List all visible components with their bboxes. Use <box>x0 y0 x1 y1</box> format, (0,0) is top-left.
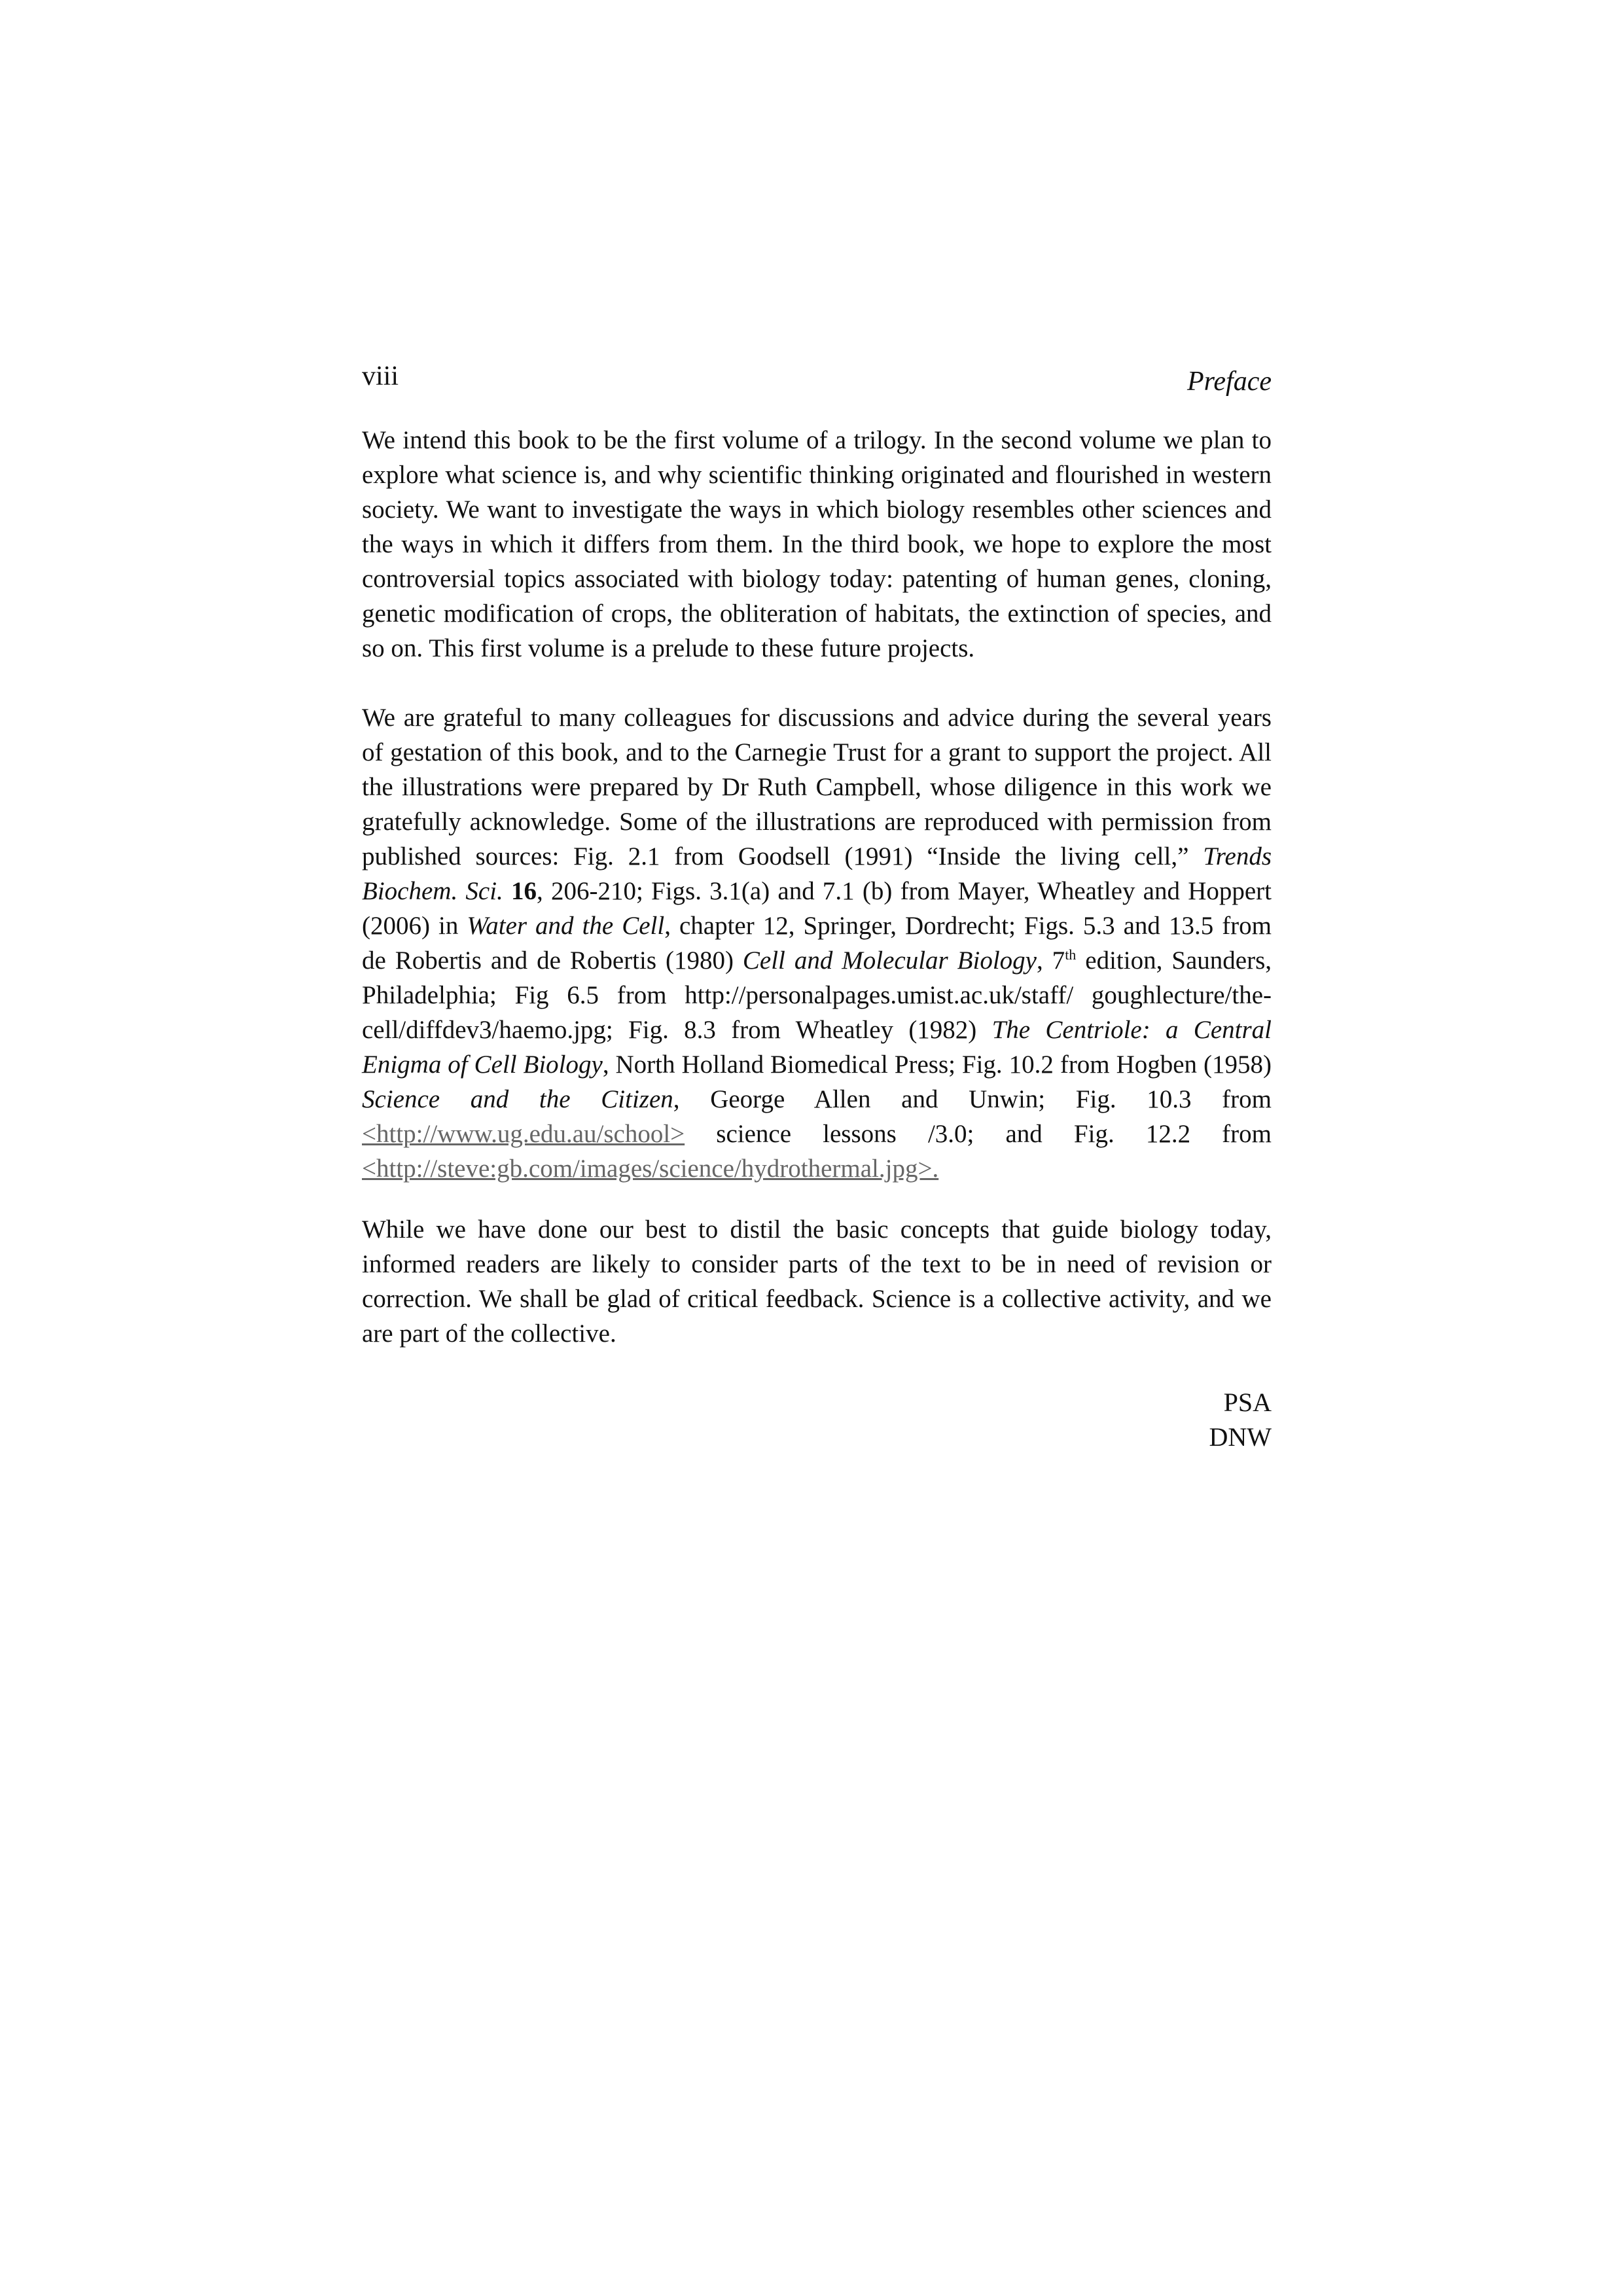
ack-text <box>503 877 511 905</box>
page-header <box>362 353 1272 399</box>
book-title: The Centriole: a Central Enigma of Cell Biology <box>362 1016 1272 1079</box>
ack-text: , chapter 12, Springer, Dordrecht; Figs. 5.3 and 13.5 from de Robertis and de Robertis (1980) <box>362 912 1272 975</box>
ack-text: , 206-210; Figs. 3.1(a) and 7.1 (b) from Mayer, Wheatley and Hoppert (2006) in <box>362 877 1272 940</box>
book-title: Science and the Citizen <box>362 1085 673 1113</box>
paragraph-acknowledgements <box>362 700 1272 1186</box>
paragraph-feedback: While we have done our best to distil the basic concepts that guide biology today, informed readers are likely to consider parts of the text to be in need of revision or correction. We shall be glad of critical feedback. Science is a collective activity, and we are part of the collective. <box>362 1215 1272 1348</box>
running-title: Preface <box>1186 367 1272 397</box>
journal-volume: 16 <box>511 877 537 905</box>
paragraph-trilogy: We intend this book to be the first volume of a trilogy. In the second volume we plan to explore what science is, and why scientific thinking originated and flourished in western society. We want to investigate the ways in which biology resembles other sciences and the ways in which it differs from them. In the third book, we hope to explore the most controversial topics associated with biology today: patenting of human genes, cloning, genetic modification of crops, the obliteration of habitats, the extinction of species, and so on. This first volume is a prelude to these future projects. <box>362 426 1272 662</box>
book-title: Cell and Molecular Biology <box>742 946 1037 975</box>
ack-text: , 7 <box>1036 946 1065 975</box>
page-number: viii <box>362 361 399 391</box>
ack-text: , North Holland Biomedical Press; Fig. 10.2 from Hogben (1958) <box>602 1050 1272 1079</box>
book-title: Water and the Cell <box>467 912 665 940</box>
signature-initials: DNW <box>1209 1422 1272 1452</box>
ack-text: , George Allen and Unwin; Fig. 10.3 from <box>673 1085 1272 1113</box>
ack-text: edition, Saunders, Philadelphia; Fig 6.5 from http://personalpages.umist.ac.uk/staff/ goughlecture/the-cell/diffdev3/haemo.jpg; Fig. 8.3 from Wheatley (1982) <box>362 946 1272 1044</box>
signature-initials: PSA <box>1223 1388 1272 1417</box>
url-link[interactable]: <http://steve:gb.com/images/science/hydrothermal.jpg>. <box>362 1155 939 1183</box>
edition-superscript: th <box>1065 946 1077 963</box>
journal-title: Trends Biochem. Sci. <box>362 842 1272 905</box>
signature-block <box>362 1385 1272 1454</box>
ack-text: science lessons /3.0; and Fig. 12.2 from <box>685 1120 1272 1148</box>
page <box>362 353 1272 1454</box>
url-link[interactable]: <http://www.ug.edu.au/school> <box>362 1120 685 1148</box>
ack-text: We are grateful to many colleagues for discussions and advice during the several years of gestation of this book, and to the Carnegie Trust for a grant to support the project. All the illustrations were prepared by Dr Ruth Campbell, whose diligence in this work we gratefully acknowledge. Some of the illustrations are reproduced with permission from published sources: Fig. 2.1 from Goodsell (1991) “Inside the living cell,” <box>362 704 1272 870</box>
